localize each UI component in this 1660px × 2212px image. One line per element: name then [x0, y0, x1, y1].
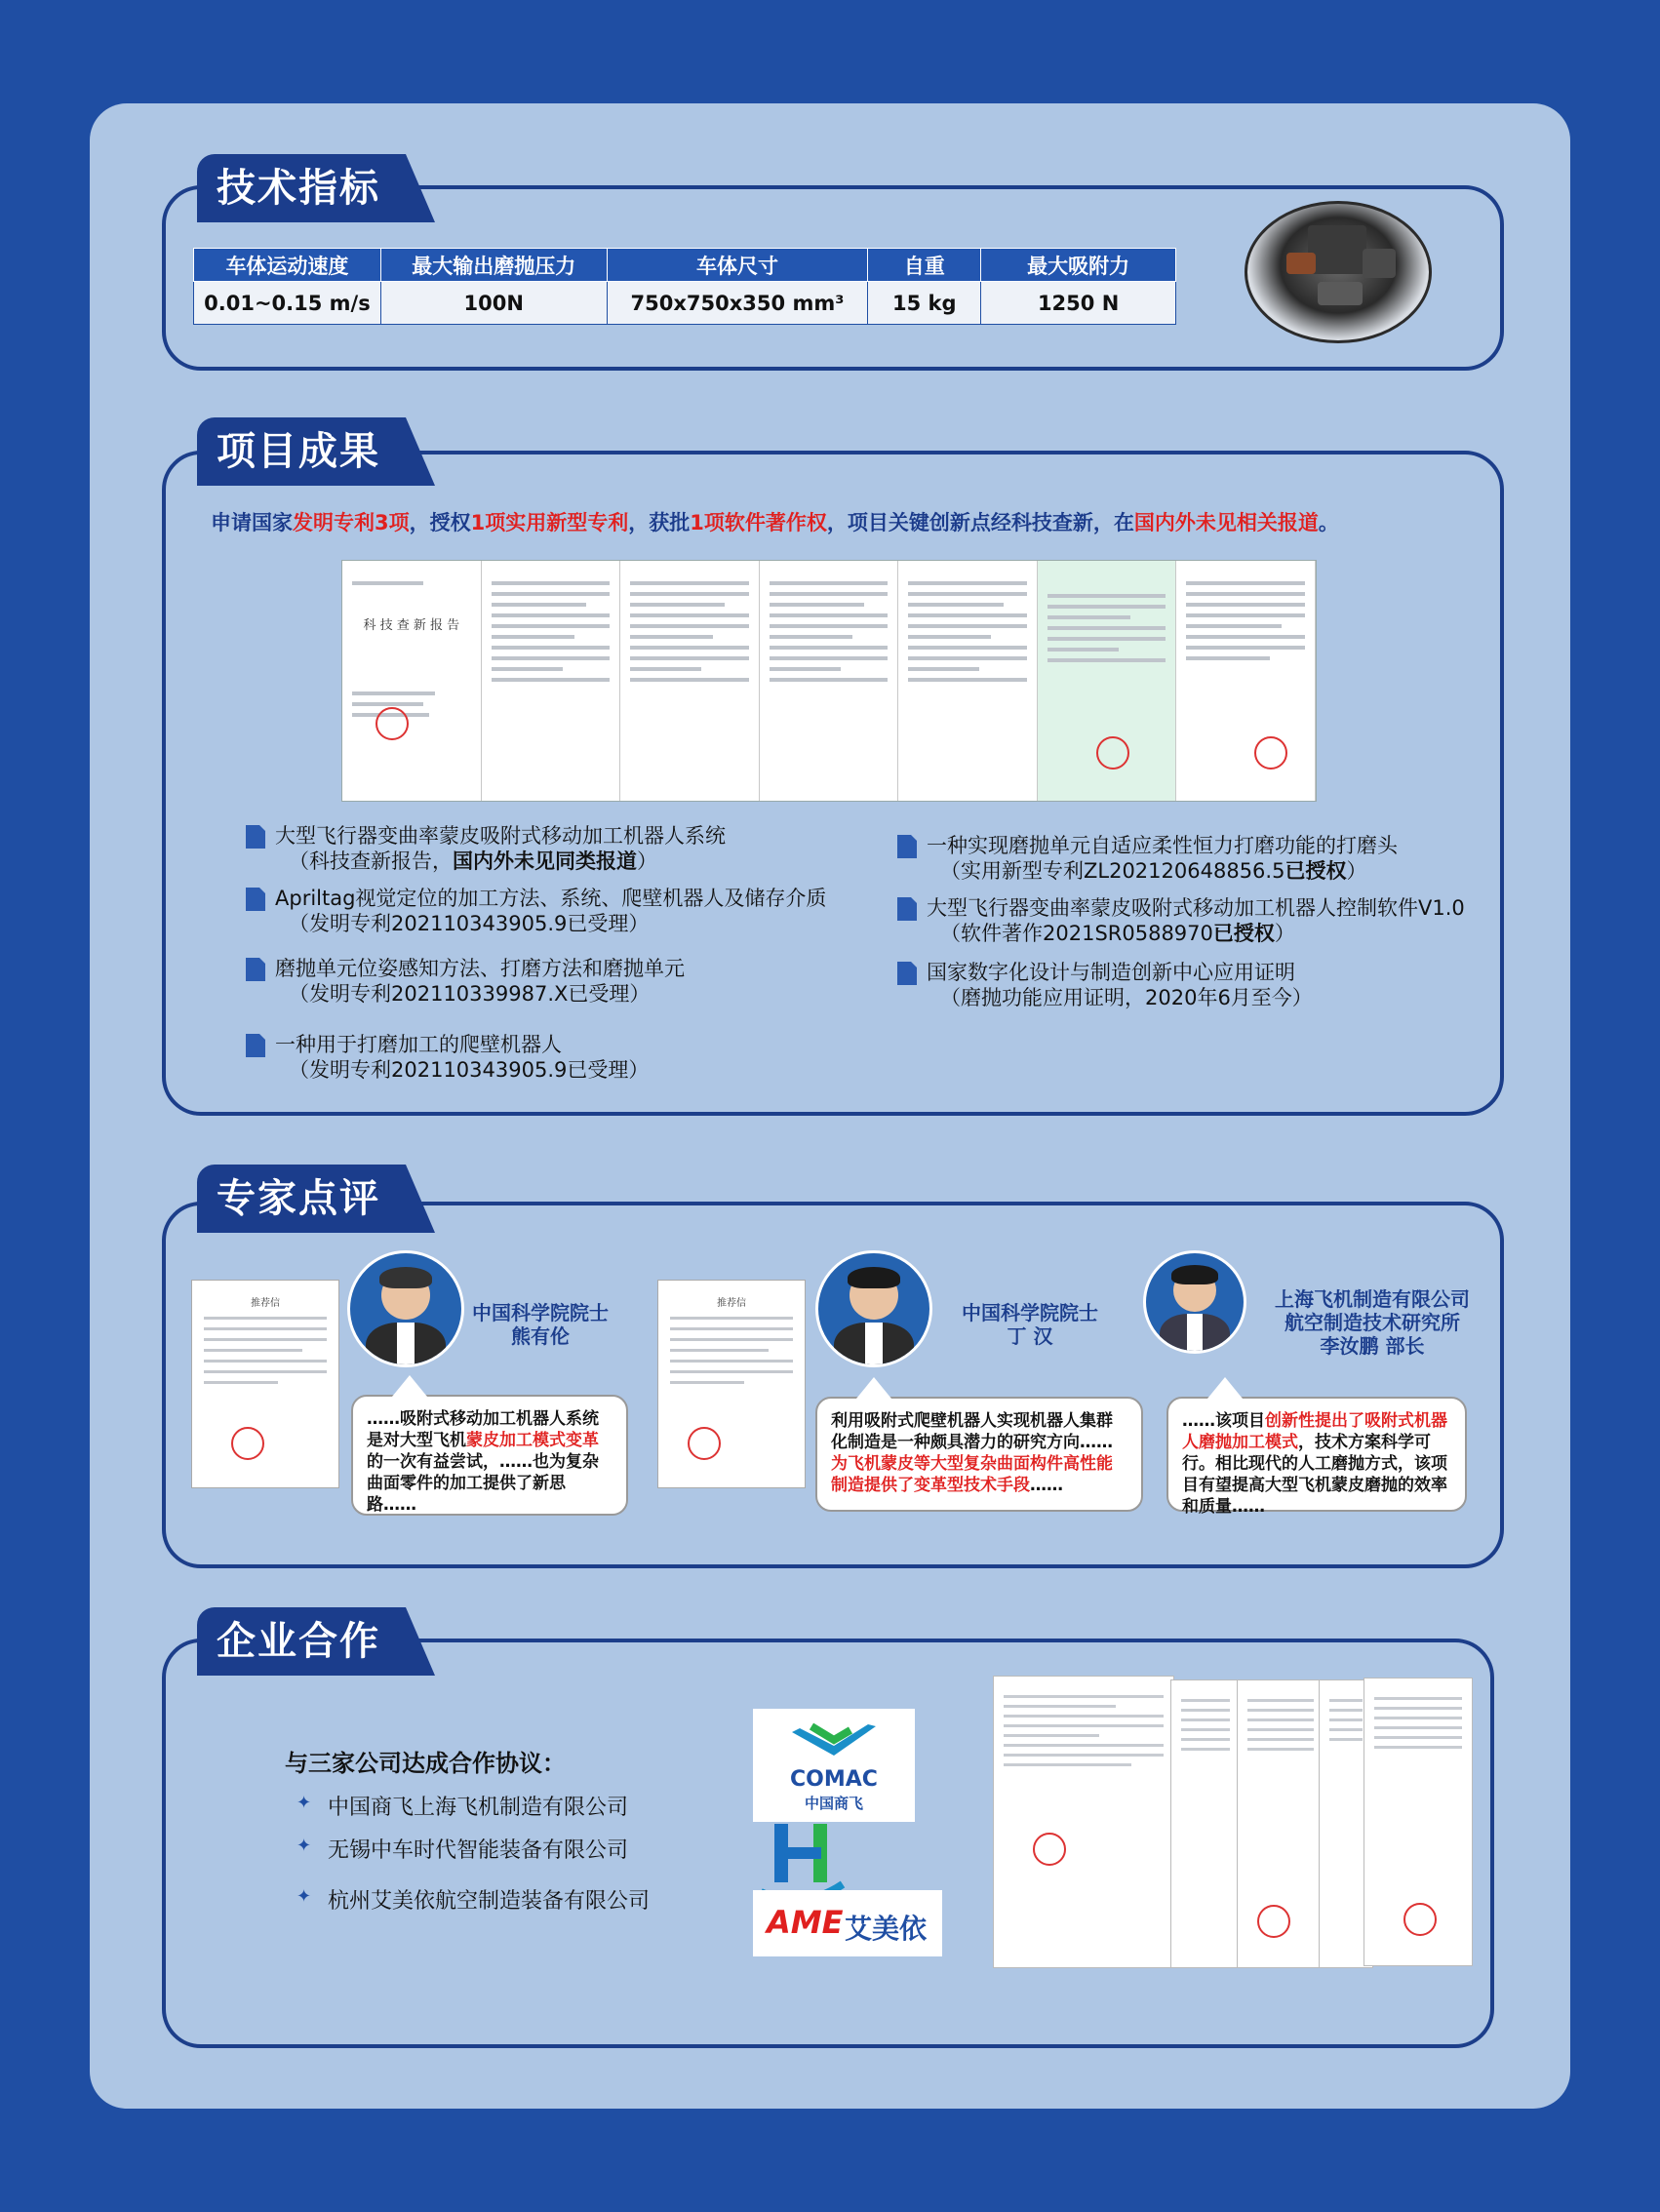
expert-photo	[347, 1250, 464, 1367]
robot-photo	[1245, 201, 1432, 343]
result-item: 一种实现磨抛单元自适应柔性恒力打磨功能的打磨头 （实用新型专利ZL202120648856.5已授权）	[927, 833, 1398, 884]
document-icon	[246, 825, 265, 849]
spec-header: 自重	[868, 249, 981, 282]
spec-header: 车体运动速度	[194, 249, 381, 282]
specs-value-row	[194, 282, 1176, 325]
contract-image	[1364, 1678, 1473, 1966]
contract-image	[993, 1676, 1174, 1968]
recommendation-letter-image: 推荐信	[191, 1280, 339, 1488]
document-icon	[246, 888, 265, 911]
spec-header: 车体尺寸	[607, 249, 868, 282]
comac-logo: COMAC 中国商飞	[753, 1709, 915, 1822]
results-summary: 申请国家发明专利3项，授权1项实用新型专利，获批1项软件著作权，项目关键创新点经科技查新，在国内外未见相关报道。	[211, 511, 1339, 534]
recommendation-letter-image: 推荐信	[657, 1280, 806, 1488]
result-item: 国家数字化设计与制造创新中心应用证明 （磨抛功能应用证明，2020年6月至今）	[927, 960, 1313, 1010]
result-item: 大型飞行器变曲率蒙皮吸附式移动加工机器人控制软件V1.0 （软件著作2021SR0588970已授权）	[927, 895, 1465, 946]
expert-quote: ……吸附式移动加工机器人系统是对大型飞机蒙皮加工模式变革的一次有益尝试，……也为复杂曲面零件的加工提供了新思路……	[351, 1395, 628, 1516]
expert-photo	[1143, 1250, 1246, 1354]
patent-certificate-image	[898, 561, 1038, 801]
software-copyright-certificate-image	[1038, 561, 1177, 801]
cooperation-title: 企业合作	[197, 1607, 406, 1676]
company-item: ✦ 中国商飞上海飞机制造有限公司	[296, 1793, 629, 1820]
expert-name: 上海飞机制造有限公司 航空制造技术研究所 李汝鹏 部长	[1275, 1287, 1470, 1358]
comac-mark-icon	[753, 1713, 915, 1771]
ame-logo: AME 艾美依	[753, 1890, 942, 1956]
specs-header-row	[194, 249, 1176, 282]
company-item: ✦ 无锡中车时代智能装备有限公司	[296, 1836, 629, 1863]
cooperation-summary: 与三家公司达成合作协议：	[285, 1750, 566, 1777]
patent-certificate-image	[620, 561, 760, 801]
spec-value: 1250 N	[981, 282, 1176, 325]
patent-certificate-image	[760, 561, 899, 801]
spec-header: 最大吸附力	[981, 249, 1176, 282]
novelty-report-image: 科 技 查 新 报 告	[342, 561, 482, 801]
document-icon	[897, 962, 917, 985]
experts-title: 专家点评	[197, 1165, 406, 1233]
company-item: ✦ 杭州艾美依航空制造装备有限公司	[296, 1886, 651, 1914]
specs-table	[193, 248, 1176, 325]
expert-quote: ……该项目创新性提出了吸附式机器人磨抛加工模式，技术方案科学可行。相比现代的人工磨抛方式，该项目有望提高大型飞机蒙皮磨抛的效率和质量……	[1166, 1397, 1467, 1512]
document-icon	[897, 897, 917, 921]
spec-value: 750x750x350 mm³	[607, 282, 868, 325]
expert-name: 中国科学院院士 丁 汉	[962, 1301, 1098, 1348]
handshake-icon: ✦	[296, 1886, 312, 1907]
contract-image	[1237, 1679, 1324, 1968]
document-icon	[246, 958, 265, 981]
expert-name: 中国科学院院士 熊有伦	[472, 1301, 609, 1348]
document-icon	[897, 835, 917, 858]
contract-image	[1170, 1679, 1241, 1968]
certificates-strip	[341, 560, 1317, 802]
patent-certificate-image	[482, 561, 621, 801]
application-certificate-image	[1176, 561, 1316, 801]
specs-title: 技术指标	[197, 154, 406, 222]
result-item: Apriltag视觉定位的加工方法、系统、爬壁机器人及储存介质 （发明专利202110343905.9已受理）	[275, 886, 826, 936]
spec-value: 15 kg	[868, 282, 981, 325]
expert-photo	[815, 1250, 932, 1367]
result-item: 磨抛单元位姿感知方法、打磨方法和磨抛单元 （发明专利202110339987.X已受理）	[275, 956, 685, 1007]
handshake-icon: ✦	[296, 1793, 312, 1813]
result-item: 一种用于打磨加工的爬壁机器人 （发明专利202110343905.9已受理）	[275, 1032, 649, 1083]
spec-value: 100N	[380, 282, 607, 325]
expert-quote: 利用吸附式爬壁机器人实现机器人集群化制造是一种颇具潜力的研究方向……为飞机蒙皮等大型复杂曲面构件高性能制造提供了变革型技术手段……	[815, 1397, 1143, 1512]
spec-header: 最大输出磨抛压力	[380, 249, 607, 282]
handshake-icon: ✦	[296, 1836, 312, 1856]
results-title: 项目成果	[197, 417, 406, 486]
result-item: 大型飞行器变曲率蒙皮吸附式移动加工机器人系统 （科技查新报告，国内外未见同类报道）	[275, 823, 726, 874]
document-icon	[246, 1034, 265, 1057]
spec-value: 0.01~0.15 m/s	[194, 282, 381, 325]
